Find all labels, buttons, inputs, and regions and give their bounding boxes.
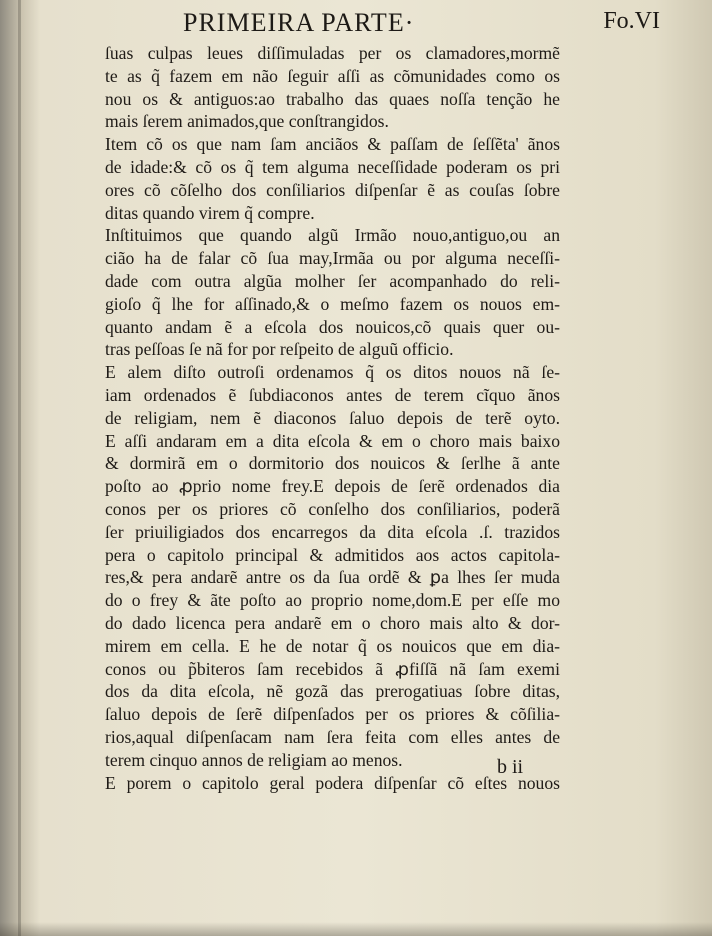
text-line: E aſſi andaram em a dita eſcola & em o choro mais baixo — [105, 430, 560, 451]
text-line: do o frey & ãte poſto ao proprio nome,dom.E per eſſe mo — [105, 590, 560, 611]
text-line: ſuas culpas leues diſſimuladas per os clamadores,mormẽ — [105, 43, 560, 63]
text-line: de religiam, nem ẽ diaconos ſaluo depois de terẽ oyto. — [105, 407, 560, 428]
signature-mark: b ii — [497, 756, 524, 778]
text-line: dade com outra algũa molher ſer acompanhado do reli- — [105, 270, 560, 291]
text-line: & dormirã em o dormitorio dos nouicos & ſerlhe ã ante — [105, 453, 560, 474]
text-line: mais ſerem animados,que conſtrangidos. — [105, 111, 389, 132]
text-line: de idade:& cõ os q̃ tem alguma neceſſidade poderam os pri — [105, 156, 560, 177]
text-line: ſer priuiligiados dos encarregos da dita eſcola .ſ. trazidos — [105, 521, 560, 542]
folio-number: Fo.VI — [603, 8, 660, 34]
text-line: mirem em cella. E he de notar q̃ os nouicos que em dia- — [105, 635, 560, 656]
text-line: dos da dita eſcola, nẽ gozã das prerogatiuas ſobre ditas, — [105, 681, 560, 702]
text-line: E porem o capitolo geral podera diſpenſar cõ eſtes nouos — [105, 772, 560, 793]
text-line: rios,aqual diſpenſacam nam ſera feita com elles antes de — [105, 726, 560, 747]
text-line: E alem diſto outroſi ordenamos q̃ os ditos nouos nã ſe- — [105, 362, 560, 383]
text-line: do dado licenca pera andarẽ em o choro mais alto & dor- — [105, 612, 560, 633]
text-line: ditas quando virem q̃ compre. — [105, 202, 315, 223]
text-line: pera o capitolo principal & admitidos aos actos capitola- — [105, 544, 560, 565]
text-line: poſto ao ꝓprio nome frey.E depois de ſerẽ ordenados dia — [105, 476, 560, 497]
text-line: Item cõ os que nam ſam anciãos & paſſam de ſeſſẽta' ãnos — [105, 134, 560, 155]
text-line: cião ha de falar cõ ſua may,Irmãa ou por alguma neceſſi- — [105, 248, 560, 269]
text-line: Inſtituimos que quando algũ Irmão nouo,antiguo,ou an — [105, 225, 560, 246]
text-line: terem cinquo annos de religiam ao menos. — [105, 749, 403, 770]
text-line: conos per os priores cõ conſelho dos conſiliarios, poderã — [105, 498, 560, 519]
running-head: PRIMEIRA PARTE· — [183, 8, 415, 37]
page-edge-shadow — [0, 922, 712, 936]
page-gutter — [18, 0, 21, 936]
text-line: tras peſſoas ſe nã for por reſpeito de alguũ officio. — [105, 339, 454, 360]
text-line: gioſo q̃ lhe for aſſinado,& o meſmo fazem os nouos em- — [105, 293, 560, 314]
text-line: ores cõ cõſelho dos conſiliarios diſpenſar ẽ as couſas ſobre — [105, 179, 560, 200]
text-line: ſaluo depois de ſerẽ diſpenſados per os priores & cõſilia- — [105, 704, 560, 725]
text-line: te as q̃ fazem em não ſeguir aſſi as cõmunidades como os — [105, 65, 560, 86]
page-header — [60, 8, 660, 42]
text-line: res,& pera andarẽ antre os da ſua ordẽ & ꝑa lhes ſer muda — [105, 567, 560, 588]
body-text — [105, 42, 560, 794]
text-line: nou os & antiguos:ao trabalho das quaes noſſa tenção he — [105, 88, 560, 109]
text-line: conos ou p̃biteros ſam recebidos ã ꝓfiſſã nã ſam exemi — [105, 658, 560, 679]
text-line: quanto andam ẽ a eſcola dos nouicos,cõ quais quer ou- — [105, 316, 560, 337]
text-line: iam ordenados ẽ ſubdiaconos antes de terem cĩquo ãnos — [105, 384, 560, 405]
